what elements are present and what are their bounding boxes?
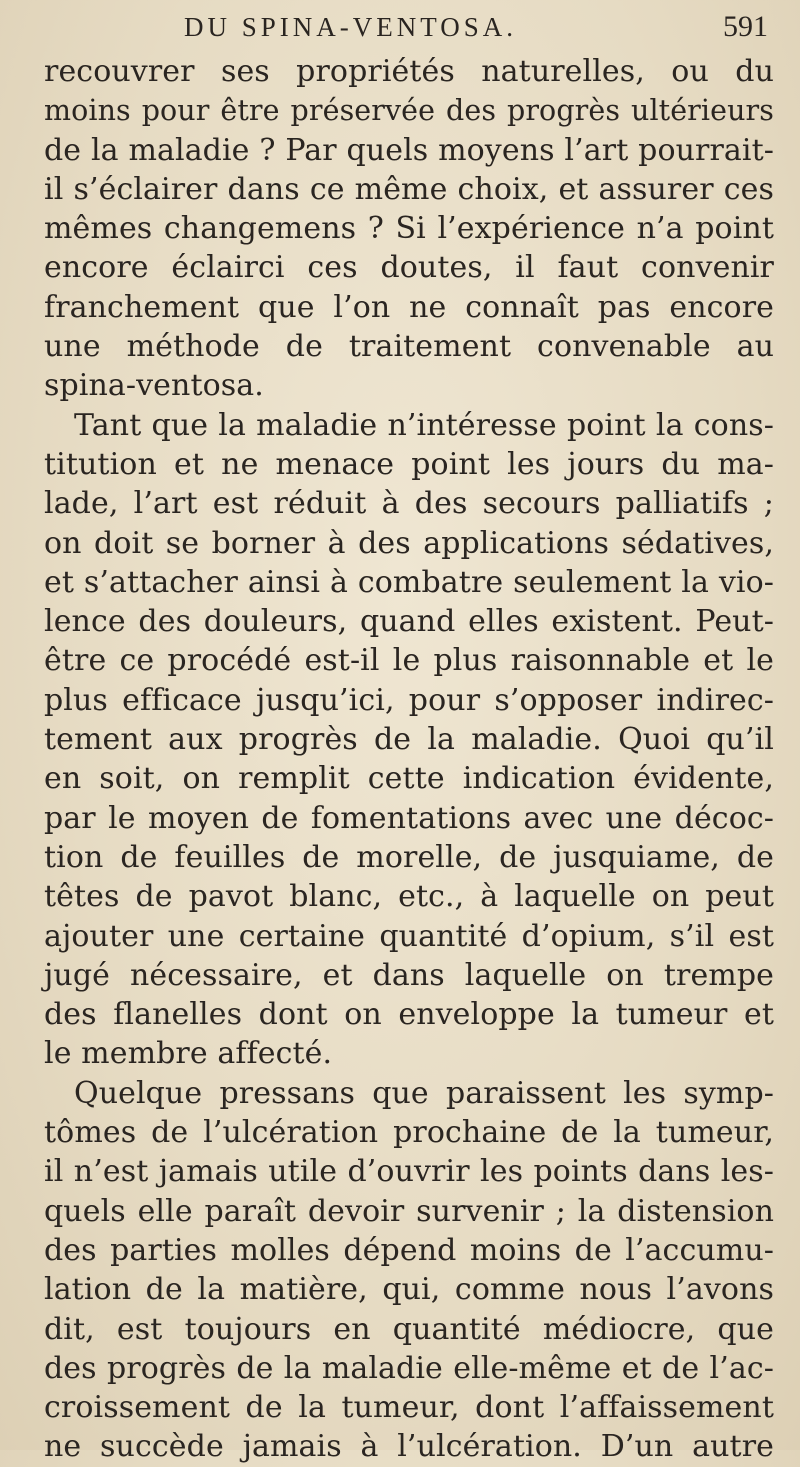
text-line: franchement que l’on ne connaît pas encore bbox=[44, 289, 774, 325]
text-line: des parties molles dépend moins de l’accumu- bbox=[44, 1232, 774, 1268]
paragraph-1 bbox=[44, 52, 774, 406]
paragraph-3 bbox=[44, 1074, 774, 1467]
text-line: jugé nécessaire, et dans laquelle on trempe bbox=[44, 957, 774, 993]
running-header bbox=[44, 2, 770, 50]
text-line: de la maladie ? Par quels moyens l’art pourrait- bbox=[44, 132, 774, 168]
text-line: dit, est toujours en quantité médiocre, que bbox=[44, 1311, 774, 1347]
text-line: et s’attacher ainsi à combatre seulement la vio- bbox=[44, 564, 774, 600]
text-line: ajouter une certaine quantité d’opium, s’il est bbox=[44, 918, 774, 954]
text-line: plus efficace jusqu’ici, pour s’opposer indirec- bbox=[44, 682, 774, 718]
text-line: on doit se borner à des applications sédatives, bbox=[44, 525, 774, 561]
text-line: encore éclairci ces doutes, il faut convenir bbox=[44, 250, 774, 286]
text-line: croissement de la tumeur, dont l’affaissement bbox=[44, 1390, 774, 1426]
paragraph-2 bbox=[44, 406, 774, 1074]
text-line: tion de feuilles de morelle, de jusquiame, de bbox=[44, 839, 774, 875]
text-line: être ce procédé est-il le plus raisonnable et le bbox=[44, 643, 774, 679]
text-line: ne succède jamais à l’ulcération. D’un autre bbox=[44, 1429, 774, 1465]
running-title: DU SPINA-VENTOSA. bbox=[184, 12, 518, 42]
page-number: 591 bbox=[723, 10, 768, 43]
text-line: quels elle paraît devoir survenir ; la distension bbox=[44, 1193, 774, 1229]
text-line: lation de la matière, qui, comme nous l’avons bbox=[44, 1272, 774, 1308]
text-line: des progrès de la maladie elle-même et de l’ac- bbox=[44, 1350, 774, 1386]
text-line: tement aux progrès de la maladie. Quoi qu’il bbox=[44, 722, 774, 758]
body-text bbox=[44, 52, 774, 1467]
text-line: spina-ventosa. bbox=[44, 368, 264, 404]
text-line: têtes de pavot blanc, etc., à laquelle on peut bbox=[44, 879, 774, 915]
text-line: il n’est jamais utile d’ouvrir les points dans les- bbox=[44, 1154, 774, 1190]
text-line: une méthode de traitement convenable au bbox=[44, 329, 774, 365]
text-line: le membre affecté. bbox=[44, 1036, 333, 1072]
text-line: il s’éclairer dans ce même choix, et assurer ces bbox=[44, 171, 774, 207]
text-line: recouvrer ses propriétés naturelles, ou du bbox=[44, 54, 774, 89]
text-line: moins pour être préservée des progrès ultérieurs bbox=[44, 94, 774, 128]
text-line: par le moyen de fomentations avec une décoc- bbox=[44, 800, 774, 836]
text-line: tômes de l’ulcération prochaine de la tumeur, bbox=[44, 1115, 774, 1151]
text-line: Tant que la maladie n’intéresse point la cons- bbox=[74, 407, 774, 443]
text-line: des flanelles dont on enveloppe la tumeur et bbox=[44, 997, 774, 1033]
text-line: mêmes changemens ? Si l’expérience n’a point bbox=[44, 211, 774, 247]
text-line: en soit, on remplit cette indication évidente, bbox=[44, 761, 774, 797]
text-line: lence des douleurs, quand elles existent. Peut- bbox=[44, 604, 774, 640]
text-line: titution et ne menace point les jours du ma- bbox=[44, 446, 774, 482]
text-line: lade, l’art est réduit à des secours palliatifs ; bbox=[44, 486, 774, 522]
text-line: Quelque pressans que paraissent les symp- bbox=[74, 1075, 774, 1111]
